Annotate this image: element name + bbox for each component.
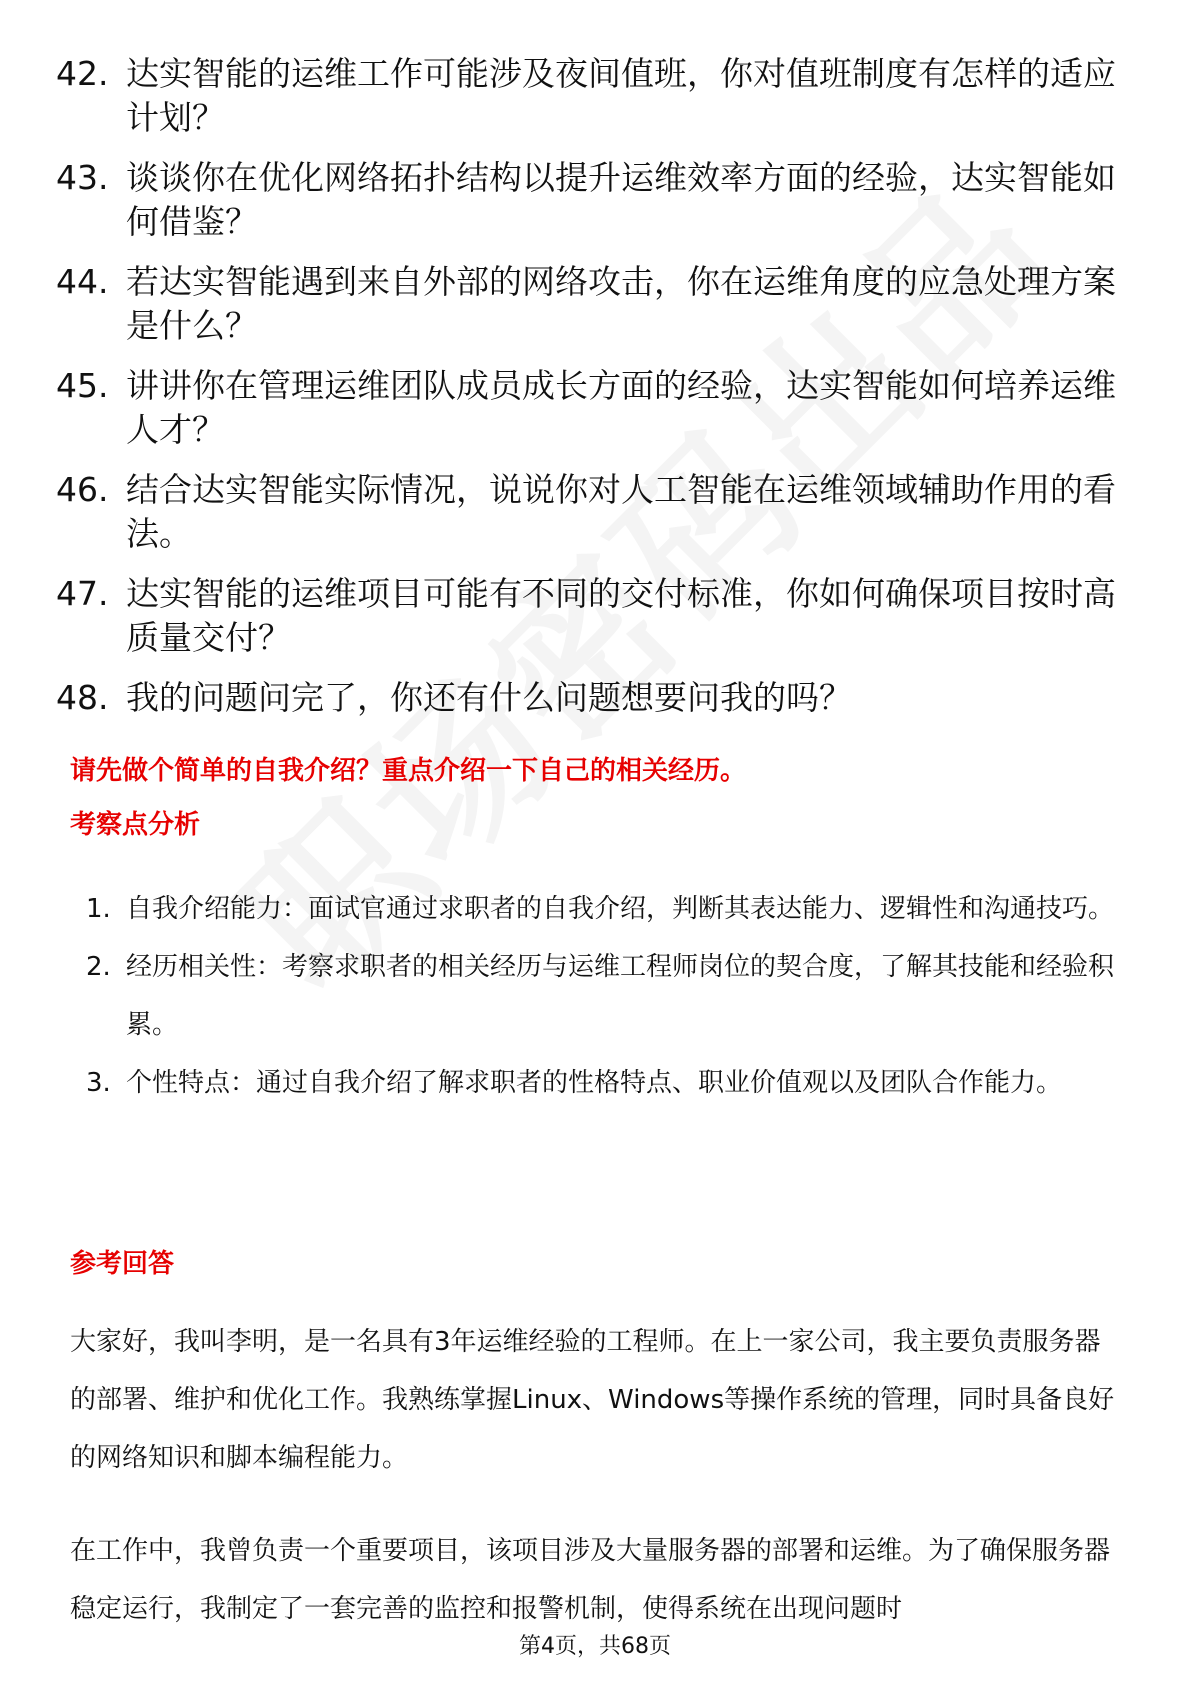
question-item — [56, 468, 1136, 556]
question-item — [56, 364, 1136, 452]
analysis-point — [70, 880, 1120, 938]
answer-paragraph: 在工作中，我曾负责一个重要项目，该项目涉及大量服务器的部署和运维。为了确保服务器稳定运行，我制定了一套完善的监控和报警机制，使得系统在出现问题时 — [70, 1536, 1111, 1624]
question-text: 达实智能的运维项目可能有不同的交付标准，你如何确保项目按时高质量交付？ — [126, 574, 1116, 657]
page-footer: 第4页，共68页 — [519, 1634, 671, 1659]
answer-paragraph: 大家好，我叫李明，是一名具有3年运维经验的工程师。在上一家公司，我主要负责服务器的部署、维护和优化工作。我熟练掌握Linux、Windows等操作系统的管理，同时具备良好的网络知识和脚本编程能力。 — [70, 1327, 1115, 1473]
question-number: 42. — [56, 54, 109, 93]
question-item — [56, 572, 1136, 660]
analysis-text: 经历相关性：考察求职者的相关经历与运维工程师岗位的契合度，了解其技能和经验积累。 — [126, 952, 1115, 1040]
analysis-heading: 考察点分析 — [70, 810, 201, 840]
reference-answer-heading: 参考回答 — [70, 1249, 175, 1279]
analysis-number: 3. — [86, 1068, 111, 1098]
question-item — [56, 260, 1136, 348]
question-number: 46. — [56, 470, 109, 509]
analysis-point — [70, 938, 1120, 1054]
question-number: 44. — [56, 262, 109, 301]
analysis-text: 个性特点：通过自我介绍了解求职者的性格特点、职业价值观以及团队合作能力。 — [126, 1068, 1063, 1098]
question-item — [56, 52, 1136, 140]
analysis-text: 自我介绍能力：面试官通过求职者的自我介绍，判断其表达能力、逻辑性和沟通技巧。 — [126, 894, 1115, 924]
question-text: 结合达实智能实际情况，说说你对人工智能在运维领域辅助作用的看法。 — [126, 470, 1116, 553]
question-text: 讲讲你在管理运维团队成员成长方面的经验，达实智能如何培养运维人才？ — [126, 366, 1116, 449]
question-item — [56, 676, 1136, 720]
analysis-number: 1. — [86, 894, 111, 924]
question-text: 达实智能的运维工作可能涉及夜间值班，你对值班制度有怎样的适应计划？ — [126, 54, 1116, 137]
question-text: 谈谈你在优化网络拓扑结构以提升运维效率方面的经验，达实智能如何借鉴？ — [126, 158, 1116, 241]
question-list — [56, 52, 1136, 720]
interview-question-heading: 请先做个简单的自我介绍？重点介绍一下自己的相关经历。 — [70, 756, 747, 786]
question-number: 48. — [56, 678, 109, 717]
analysis-point — [70, 1054, 1120, 1112]
question-number: 43. — [56, 158, 109, 197]
question-number: 45. — [56, 366, 109, 405]
question-text: 若达实智能遇到来自外部的网络攻击，你在运维角度的应急处理方案是什么？ — [126, 262, 1116, 345]
analysis-number: 2. — [86, 952, 111, 982]
analysis-list — [70, 880, 1120, 1112]
question-text: 我的问题问完了，你还有什么问题想要问我的吗？ — [126, 678, 852, 717]
question-item — [56, 156, 1136, 244]
question-number: 47. — [56, 574, 109, 613]
